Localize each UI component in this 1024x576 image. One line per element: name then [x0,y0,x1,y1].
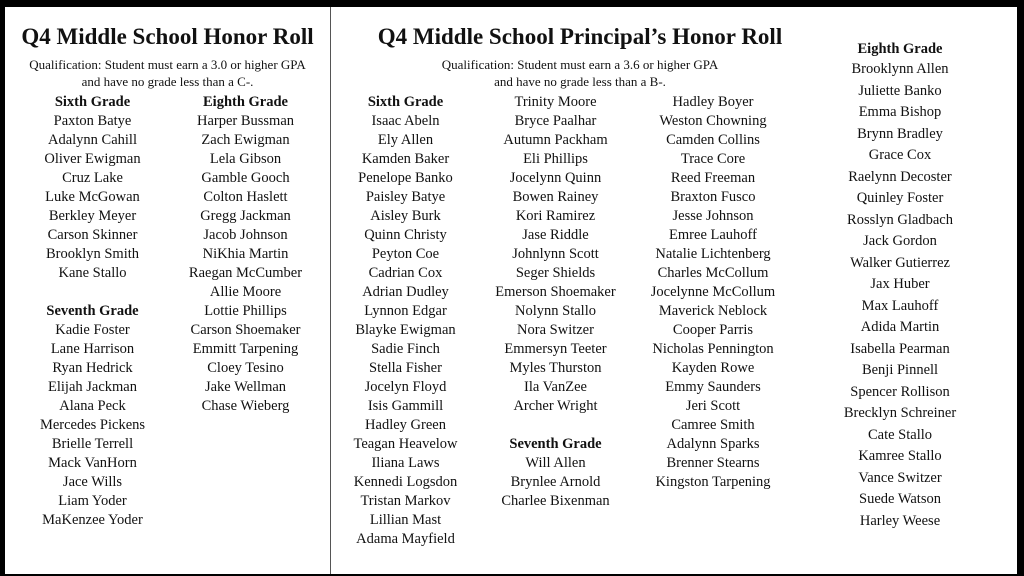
honor-roll-sheet [5,7,1017,574]
student-name: Reed Freeman [670,170,756,186]
student-name: Charlee Bixenman [501,493,610,509]
principals-seventh-column-b [633,93,793,492]
student-name: Will Allen [525,455,586,471]
student-name: Brenner Stearns [666,455,760,471]
student-name: Hadley Green [365,417,446,433]
name-list-seventh-a [478,454,633,511]
student-name: Trace Core [680,151,746,167]
student-name: Vance Switzer [858,469,942,486]
principals-sixth-column-a [333,93,478,549]
principals-sixth-column-b [478,93,633,511]
student-name: Allie Moore [209,284,282,300]
student-name: Brooklynn Allen [851,61,949,77]
student-name: Cloey Tesino [207,360,284,376]
student-name: Raelynn Decoster [848,168,952,185]
student-name: Teagan Heavelow [353,436,458,452]
student-name: Cooper Parris [672,322,754,338]
student-name: Cate Stallo [867,426,933,443]
grade-heading-seventh: Seventh Grade [509,436,602,452]
student-name: Grace Cox [868,147,932,163]
student-name: Kori Ramirez [515,208,596,224]
student-name: Isis Gammill [367,398,444,414]
student-name: Benji Pinnell [861,362,939,378]
student-name: Braxton Fusco [670,189,756,205]
student-name: Raegan McCumber [188,265,303,281]
principals-roll-title: Q4 Middle School Principal’s Honor Roll [377,24,783,49]
student-name: Gregg Jackman [200,208,291,224]
student-name: Emma Bishop [858,104,942,120]
student-name: NiKhia Martin [202,246,289,262]
student-name: Archer Wright [513,398,598,414]
student-name: Adalynn Cahill [47,132,137,148]
grade-heading-sixth: Sixth Grade [367,94,444,110]
student-name: Jocelyn Floyd [364,379,447,395]
student-name: Blayke Ewigman [355,322,456,338]
student-name: Bryce Paalhar [514,113,597,129]
student-name: Adalynn Sparks [666,436,760,452]
name-list-eighth [168,112,323,416]
student-name: Trinity Moore [514,94,597,110]
student-name: Johnlynn Scott [512,246,599,262]
student-name: Hadley Boyer [672,94,754,110]
student-name: Mack VanHorn [48,455,137,471]
student-name: Natalie Lichtenberg [655,246,771,262]
student-name: Spencer Rollison [850,383,950,400]
student-name: Jesse Johnson [672,208,754,224]
student-name: MaKenzee Yoder [42,512,143,528]
student-name: Nora Switzer [517,322,594,338]
principals-roll-qualification-line1: Qualification: Student must earn a 3.6 or higher GPA [441,57,719,72]
student-name: Jase Riddle [522,227,589,243]
student-name: Stella Fisher [369,360,442,376]
student-name: Kadie Foster [55,322,130,338]
student-name: Bowen Rainey [512,189,599,205]
student-name: Myles Thurston [509,360,602,376]
student-name: Colton Haslett [203,189,288,205]
student-name: Elijah Jackman [48,379,137,395]
student-name: Lynnon Edgar [364,303,447,319]
student-name: Charles McCollum [657,265,769,281]
student-name: Adida Martin [860,319,940,335]
student-name: Cruz Lake [62,170,123,186]
student-name: Ila VanZee [524,379,587,395]
student-name: Oliver Ewigman [44,151,141,167]
student-name: Suede Watson [859,491,941,507]
student-name: Lela Gibson [209,151,282,167]
student-name: Ryan Hedrick [52,360,133,376]
student-name: Cadrian Cox [368,265,443,281]
principals-roll-qualification [335,56,825,90]
student-name: Isabella Pearman [850,340,950,357]
student-name: Emerson Shoemaker [495,284,616,300]
student-name: Alana Peck [59,398,126,414]
grade-heading-eighth: Eighth Grade [203,94,288,110]
student-name: Camden Collins [666,132,760,148]
student-name: Carson Skinner [47,227,138,243]
student-name: Isaac Abeln [371,113,440,129]
column-divider [330,7,331,574]
student-name: Peyton Coe [371,246,440,262]
student-name: Emree Lauhoff [669,227,757,243]
student-name: Jocelynn Quinn [509,170,602,186]
student-name: Quinley Foster [856,190,944,206]
student-name: Walker Gutierrez [850,254,950,271]
student-name: Ely Allen [377,132,434,148]
student-name: Camree Smith [671,417,755,433]
student-name: Rosslyn Gladbach [847,211,953,228]
student-name: Carson Shoemaker [190,322,301,338]
honor-roll-eighth-column [168,93,323,416]
student-name: Kamree Stallo [858,448,942,464]
student-name: Adrian Dudley [362,284,449,300]
student-name: Kingston Tarpening [655,474,771,490]
student-name: Luke McGowan [45,189,140,205]
grade-heading-eighth: Eighth Grade [857,41,943,57]
student-name: Mercedes Pickens [39,417,146,433]
student-name: Jeri Scott [685,398,741,414]
grade-heading-seventh: Seventh Grade [46,303,139,319]
student-name: Max Lauhoff [861,297,939,314]
grade-heading-sixth: Sixth Grade [54,94,131,110]
student-name: Jack Gordon [863,233,937,249]
name-list-sixth-b [478,93,633,416]
student-name: Harper Bussman [196,113,295,129]
student-name: Emmersyn Teeter [504,341,607,357]
student-name: Maverick Neblock [658,303,768,319]
student-name: Brielle Terrell [51,436,134,452]
student-name: Kayden Rowe [671,360,755,376]
student-name: Jocelynne McCollum [650,284,776,300]
student-name: Quinn Christy [364,227,447,243]
student-name: Juliette Banko [858,82,942,99]
student-name: Emmy Saunders [665,379,761,395]
student-name: Liam Yoder [58,493,127,509]
student-name: Autumn Packham [503,132,608,148]
name-list-sixth [10,112,175,283]
student-name: Tristan Markov [360,493,451,509]
student-name: Brynlee Arnold [510,474,601,490]
name-list-seventh [10,321,175,530]
student-name: Brooklyn Smith [45,246,140,262]
student-name: Paxton Batye [53,113,132,129]
student-name: Nolynn Stallo [515,303,596,319]
student-name: Eli Phillips [523,151,588,167]
student-name: Brynn Bradley [857,125,943,142]
student-name: Lane Harrison [50,341,135,357]
student-name: Kennedi Logsdon [353,474,458,490]
student-name: Gamble Gooch [201,170,290,186]
student-name: Chase Wieberg [201,398,290,414]
student-name: Nicholas Pennington [652,341,774,357]
student-name: Paisley Batye [365,189,446,205]
name-list-eighth [820,59,980,532]
honor-roll-title: Q4 Middle School Honor Roll [21,24,314,49]
student-name: Lillian Mast [369,512,442,528]
student-name: Brecklyn Schreiner [843,405,957,421]
student-name: Jacob Johnson [203,227,288,243]
student-name: Emmitt Tarpening [192,341,299,357]
student-name: Sadie Finch [371,341,440,357]
principals-roll-qualification-line2: and have no grade less than a B-. [494,74,666,89]
student-name: Kamden Baker [361,151,450,167]
student-name: Aisley Burk [370,208,441,224]
student-name: Berkley Meyer [48,208,137,224]
name-list-seventh-b [633,93,793,492]
student-name: Penelope Banko [358,170,453,186]
student-name: Weston Chowning [659,113,767,129]
student-name: Jax Huber [870,276,930,292]
student-name: Zach Ewigman [201,132,290,148]
principals-eighth-column [820,40,980,532]
student-name: Jake Wellman [204,379,287,395]
student-name: Harley Weese [859,512,941,529]
student-name: Lottie Phillips [204,303,287,319]
student-name: Seger Shields [515,265,596,281]
student-name: Kane Stallo [58,265,127,281]
student-name: Jace Wills [62,474,123,490]
honor-roll-sixth-seventh-column [10,93,175,530]
honor-roll-qualification-line2: and have no grade less than a C-. [81,74,254,89]
student-name: Adama Mayfield [356,531,455,547]
honor-roll-qualification [5,56,330,90]
honor-roll-qualification-line1: Qualification: Student must earn a 3.0 or higher GPA [29,57,306,72]
name-list-sixth-a [333,112,478,549]
student-name: Iliana Laws [371,455,440,471]
